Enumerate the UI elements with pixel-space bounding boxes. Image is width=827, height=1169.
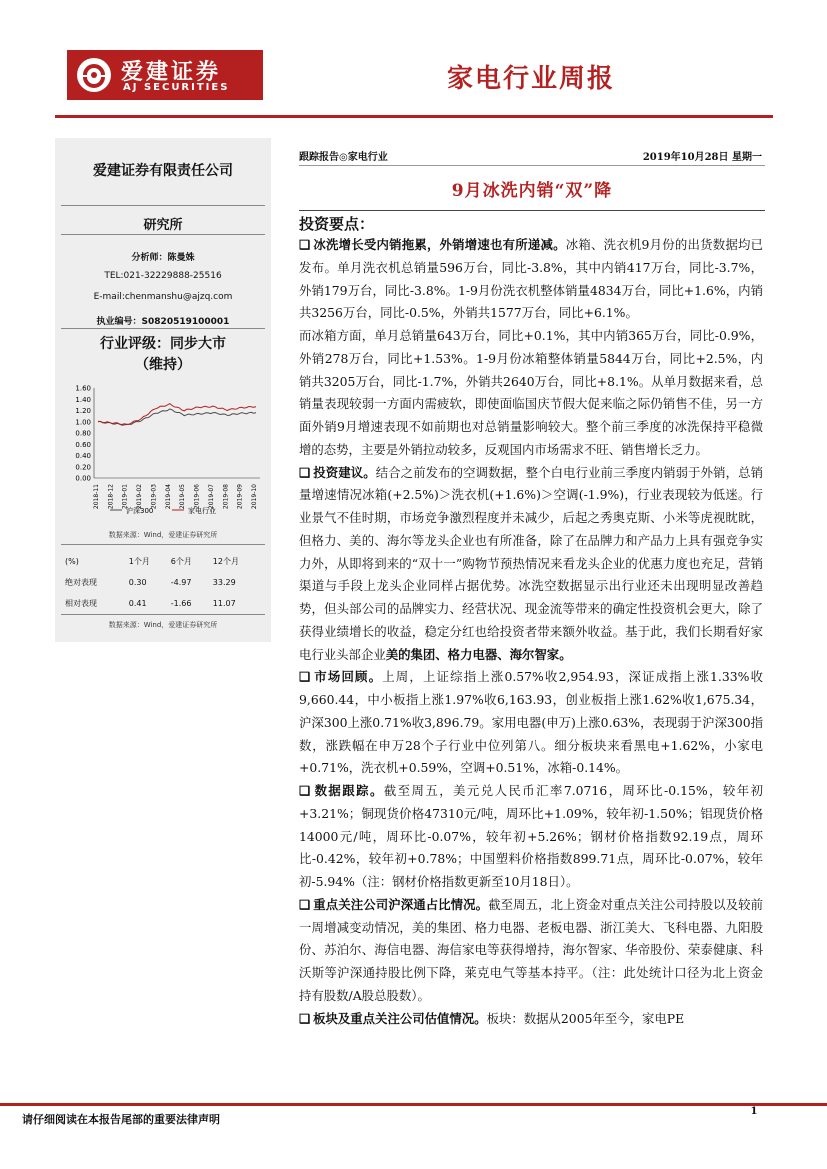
industry-rating	[55, 334, 271, 376]
performance-chart	[60, 382, 268, 522]
paragraph-text: 截至周五，美元兑人民币汇率7.0716，周环比-0.15%，较年初+3.21%；铜现货价格47310元/吨，周环比+1.09%，较年初-1.50%；铝现货价格14000元/吨，周环比-0.07%，较年初+5.26%；钢材价格指数92.19点，周环比-0.42%，较年初+0.78%；中国塑料价格指数899.71点，周环比-0.07%，较年初-5.94%（注：钢材价格指数更新至10月18日）。	[299, 783, 763, 889]
analyst-name: 分析师：陈曼姝	[131, 253, 195, 263]
x-tick-label: 2019-08	[222, 484, 230, 510]
y-tick-label: 0.40	[75, 452, 91, 460]
sidebar-divider	[61, 234, 265, 235]
recommended-stocks: 美的集团、格力电器、海尔智家。	[385, 646, 572, 662]
page-number: 1	[750, 1106, 758, 1117]
x-tick-label: 2018-11	[93, 484, 100, 510]
y-axis-labels	[75, 385, 91, 483]
y-tick-label: 1.20	[75, 407, 91, 415]
table-cell: -1.66	[170, 599, 192, 608]
y-tick-label: 1.60	[75, 384, 91, 393]
paragraph-text: 而冰箱方面，单月总销量643万台，同比+0.1%，其中内销365万台，同比-0.9%，外销278万台，同比+1.53%。1-9月份冰箱整体销量5844万台，同比+2.5%，内销共3205万台，同比-1.7%，外销共2640万台，同比+8.1%。从单月数据来看，总销量表现较弱一方面内需疲软，即使面临国庆节假大促来临之际仍销售不佳，另一方面外销9月增速表现不如前期也对总销量影响较大。整个前三季度的冰洗保持平稳微增的态势，主要是外销拉动较多，反观国内市场需求不旺、销售增长乏力。	[299, 328, 763, 457]
paragraph-data-tracking	[299, 780, 763, 894]
logo-text-en: AJ SECURITIES	[123, 82, 230, 93]
report-date: 2019年10月28日 星期一	[642, 152, 762, 163]
paragraph-valuation	[299, 1008, 763, 1031]
paragraph-northbound	[299, 894, 763, 1008]
table-cell: 0.41	[128, 599, 147, 608]
bullet-square-icon: ❑	[299, 237, 311, 252]
sidebar-divider	[61, 544, 265, 545]
x-tick-label: 2019-10	[251, 484, 258, 510]
chart-series	[98, 404, 256, 426]
sidebar-divider	[61, 614, 265, 615]
x-tick-label: 2019-04	[164, 484, 172, 510]
table-cell: 绝对表现	[65, 578, 97, 587]
table-header: 12个月	[212, 557, 239, 566]
legend-label-hs300: 沪深300	[126, 507, 154, 515]
paragraph-text: 冰箱、洗衣机9月份的出货数据均已发布。单月洗衣机总销量596万台，同比-3.8%，其中内销417万台，同比-3.7%，外销179万台，同比-3.8%。1-9月份洗衣机整体销量4834万台，同比+1.6%，内销共3256万台，同比-0.5%，外销共1577万台，同比+6.1%。	[299, 237, 763, 321]
x-axis-labels	[93, 484, 258, 509]
table-header: 1个月	[128, 557, 150, 566]
bullet-square-icon: ❑	[299, 669, 311, 685]
bullet-square-icon: ❑	[299, 783, 311, 798]
logo-swirl-icon	[77, 58, 111, 92]
series-line-0	[98, 409, 256, 425]
table-source: 数据来源：Wind，爱建证券研究所	[108, 621, 218, 629]
meta-divider	[299, 165, 765, 166]
table-cell: 11.07	[212, 599, 236, 608]
paragraph-text: 结合之前发布的空调数据，整个白电行业前三季度内销弱于外销，总销量增速情况冰箱(+2.5%)＞洗衣机(+1.6%)＞空调(-1.9%)，行业表现较为低迷。行业景气不佳时期，市场竞争激烈程度并未减少，后起之秀奥克斯、小米等虎视眈眈，但格力、美的、海尔等龙头企业也有所准备，除了在品牌力和产品力上具有强竞争实力外，从即将到来的“双十一”购物节预热情况来看龙头企业的优惠力度也充足，营销渠道与手段上龙头企业同样占据优势。冰洗空数据显示出行业还未出现明显改善趋势，但头部公司的品牌实力、经营状况、现金流等带来的确定性投资机会更大，除了获得业绩增长的收益，稳定分红也给投资者带来额外收益。基于此，我们长期看好家电行业头部企业	[299, 464, 764, 662]
x-tick-label: 2019-06	[193, 484, 201, 510]
chart-source: 数据来源：Wind，爱建证券研究所	[108, 531, 218, 539]
paragraph-lead: 市场回顾。	[313, 669, 383, 685]
report-body	[299, 234, 763, 1030]
paragraph-washer	[299, 234, 763, 325]
footer-divider	[0, 1103, 827, 1106]
y-tick-label: 1.00	[75, 418, 91, 427]
y-tick-label: 0.00	[75, 474, 91, 483]
x-tick-label: 2019-09	[236, 484, 244, 510]
x-tick-label: 2019-03	[150, 484, 158, 510]
legal-disclaimer: 请仔细阅读在本报告尾部的重要法律声明	[22, 1113, 220, 1126]
paragraph-text: 截至周五，北上资金对重点关注公司持股以及较前一周增减变动情况，美的集团、格力电器、老板电器、浙江美大、飞科电器、九阳股份、苏泊尔、海信电器、海信家电等获得增持，海尔智家、华帝股份、荣泰健康、科沃斯等沪深通持股比例下降，莱克电气等基本持平。（注：此处统计口径为北上资金持有股数/A股总股数）。	[299, 896, 764, 1003]
rating-line-2: （维持）	[135, 357, 191, 373]
bullet-square-icon: ❑	[299, 464, 311, 480]
table-cell: 0.30	[128, 578, 147, 587]
y-tick-label: 0.60	[75, 440, 91, 449]
x-tick-label: 2019-05	[179, 484, 187, 510]
analyst-tel: TEL:021-32229888-25516	[104, 271, 222, 281]
company-logo	[67, 50, 263, 100]
table-row	[65, 572, 265, 593]
paragraph-lead: 数据跟踪。	[313, 783, 384, 798]
company-name: 爱建证券有限责任公司	[93, 163, 233, 179]
paragraph-lead: 冰洗增长受内销拖累，外销增速也有所递减。	[313, 237, 566, 252]
paragraph-market-review	[299, 666, 763, 780]
analyst-email[interactable]: E-mail:chenmanshu@ajzq.com	[93, 292, 233, 302]
table-cell: 相对表现	[65, 599, 97, 608]
report-type: 跟踪报告◎家电行业	[299, 152, 388, 163]
performance-table	[65, 551, 265, 614]
x-tick-label: 2019-02	[136, 484, 144, 510]
table-cell: -4.97	[170, 578, 192, 587]
department: 研究所	[143, 218, 183, 233]
bullet-square-icon: ❑	[299, 896, 311, 912]
key-points-title: 投资要点：	[299, 215, 375, 233]
license-number: 执业编号：S0820519100001	[96, 317, 230, 327]
paragraph-text: 上周，上证综指上涨0.57%收2,954.93，深证成指上涨1.33%收9,660.44，中小板指上涨1.97%收6,163.93，创业板指上涨1.62%收1,675.34，沪深300上涨0.71%收3,896.79。家用电器(申万)上涨0.63%，表现弱于沪深300指数，涨跌幅在申万28个子行业中位列第八。细分板块来看黑电+1.62%，小家电+0.71%，洗衣机+0.59%，空调+0.51%，冰箱-0.14%。	[299, 669, 763, 776]
paragraph-lead: 重点关注公司沪深通占比情况。	[313, 896, 489, 912]
paragraph-lead: 板块及重点关注公司估值情况。	[313, 1010, 487, 1026]
paragraph-text: 板块：数据从2005年至今，家电PE	[486, 1010, 685, 1026]
sidebar	[55, 138, 271, 642]
rating-line-1: 行业评级：同步大市	[100, 336, 226, 352]
logo-mark-icon	[77, 58, 111, 92]
x-tick-label: 2019-07	[207, 484, 215, 510]
bullet-square-icon: ❑	[299, 1010, 311, 1026]
x-tick-label: 2019-01	[121, 484, 129, 510]
y-tick-label: 0.20	[75, 463, 91, 472]
y-tick-label: 0.80	[75, 429, 91, 438]
table-cell: 33.29	[212, 578, 236, 587]
paragraph-fridge	[299, 325, 763, 462]
y-tick-label: 1.40	[75, 395, 91, 404]
content-divider	[299, 210, 765, 211]
legend-label-appliance: 家电行业	[188, 507, 216, 515]
table-header-row	[65, 551, 265, 572]
table-header: (%)	[65, 557, 79, 566]
sidebar-divider	[61, 205, 265, 206]
report-title: 家电行业周报	[446, 64, 615, 94]
sidebar-divider	[61, 328, 265, 329]
report-subtitle: 9月冰洗内销“双”降	[451, 181, 613, 201]
logo-text-cn: 爱建证券	[121, 59, 222, 85]
table-header: 6个月	[170, 557, 192, 566]
paragraph-lead: 投资建议。	[313, 464, 376, 480]
paragraph-investment-advice	[299, 462, 763, 667]
table-row	[65, 593, 265, 614]
header-divider	[55, 115, 773, 118]
x-tick-label: 2018-12	[107, 484, 115, 510]
